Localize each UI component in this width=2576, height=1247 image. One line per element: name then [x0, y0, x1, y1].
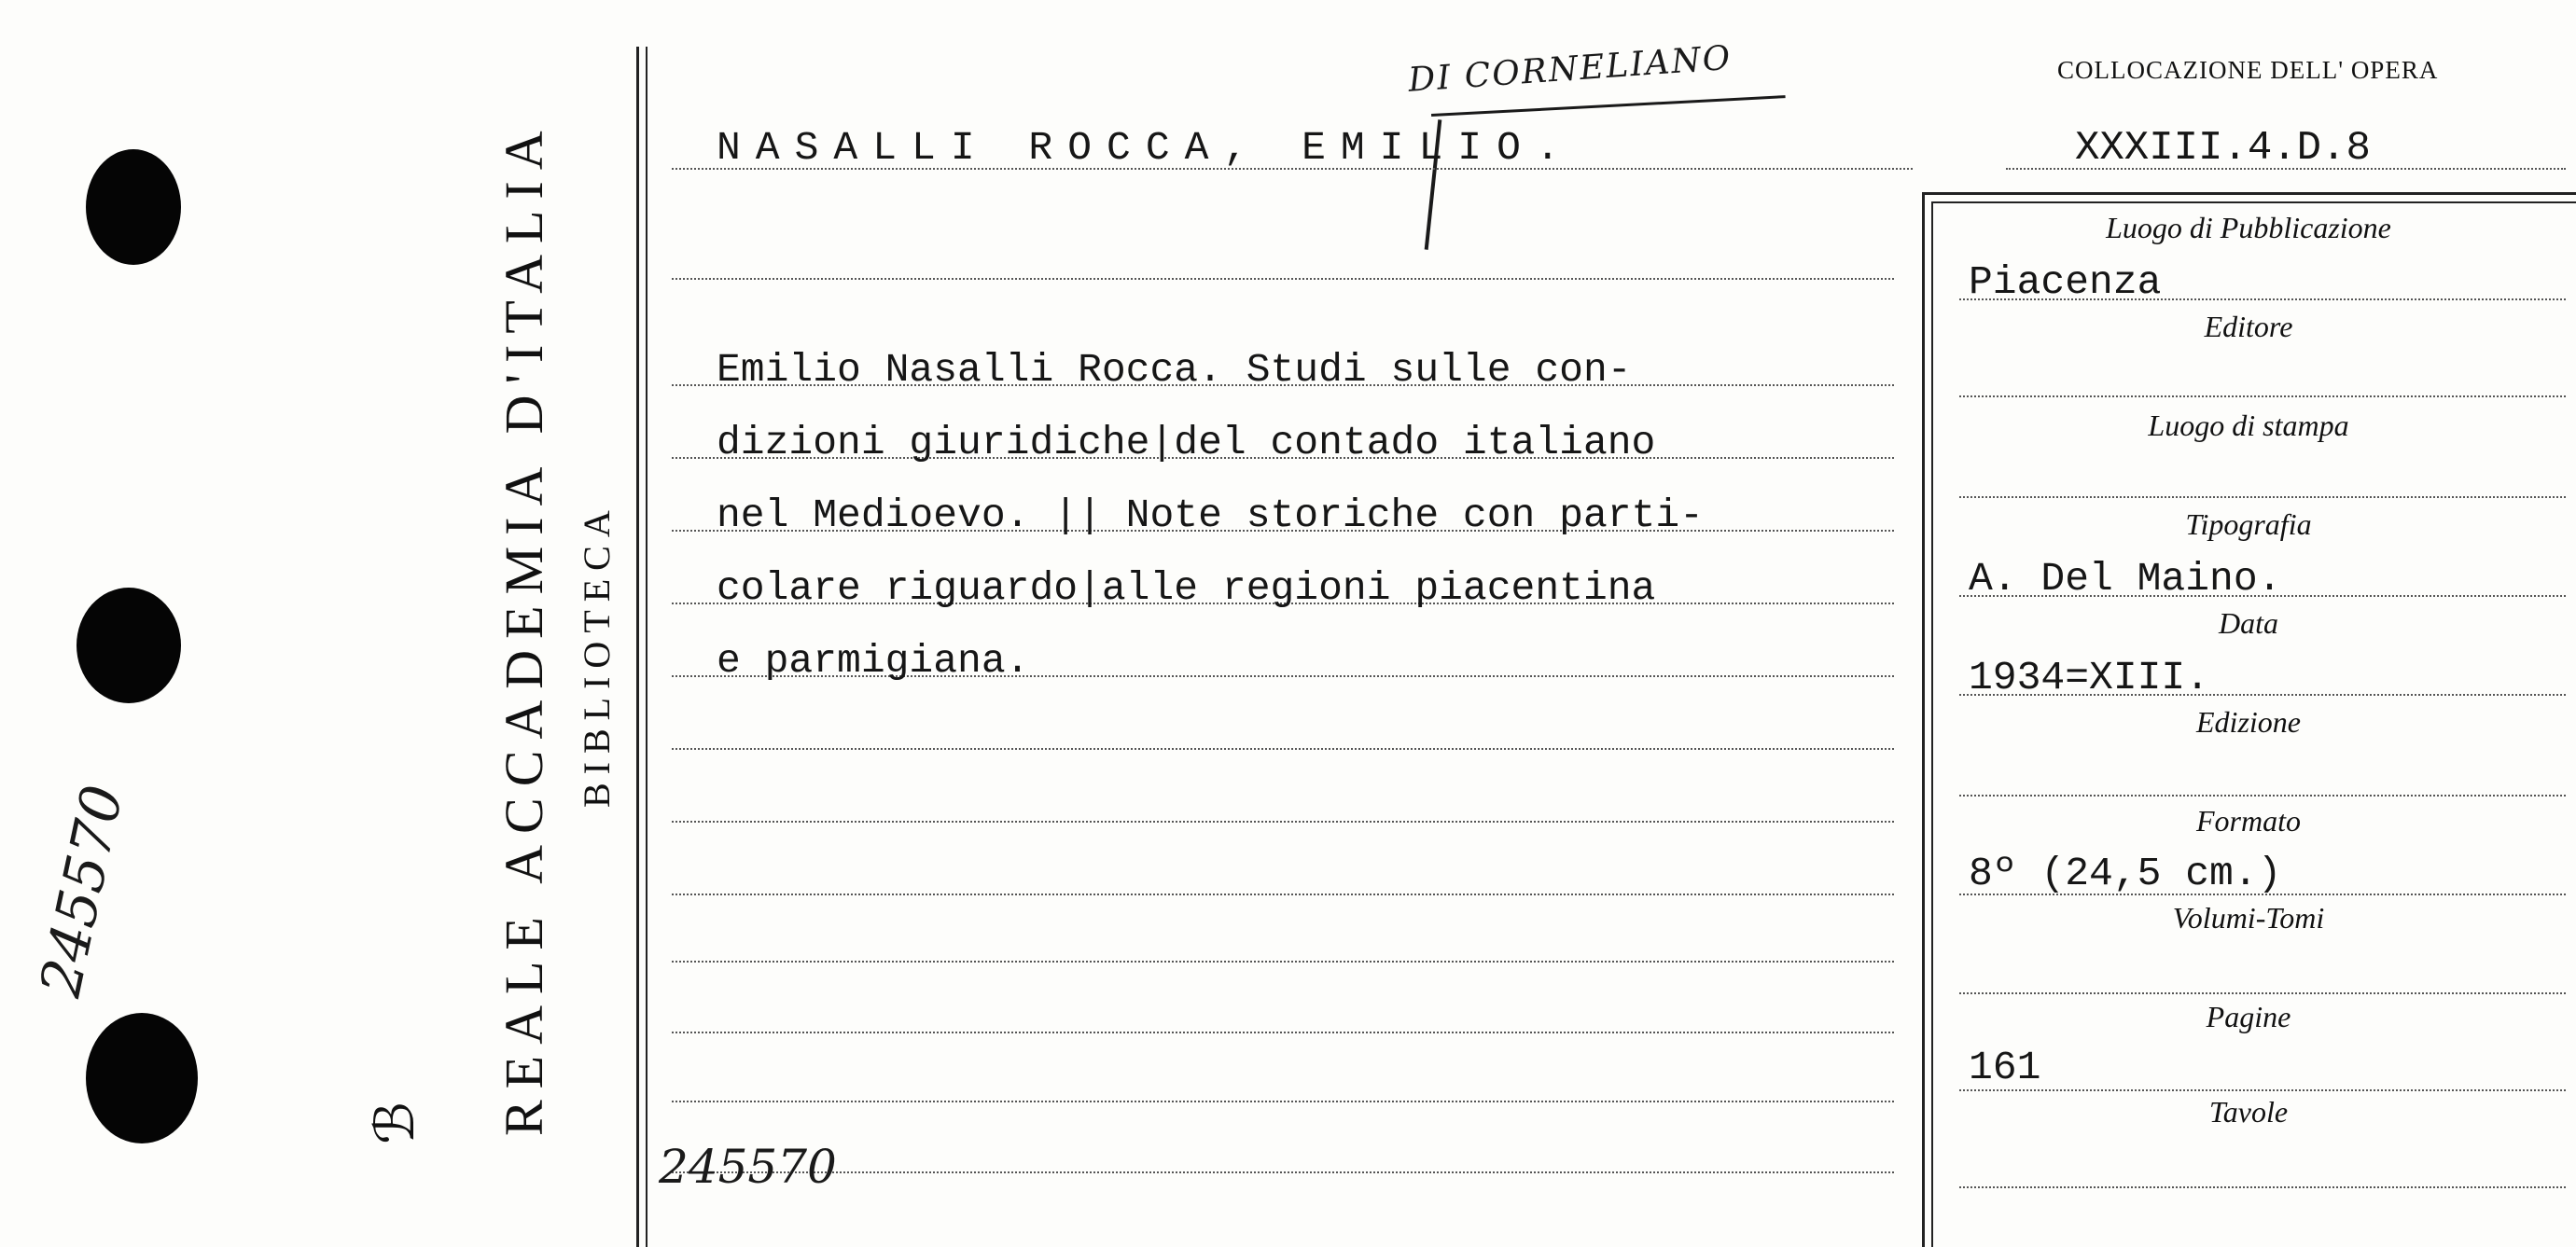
tipografia-value: A. Del Maino.: [1969, 556, 2282, 602]
volumi-tomi-label: Volumi-Tomi: [2172, 901, 2325, 935]
handwritten-correction: DI CORNELIANO: [1407, 38, 1734, 100]
collocation-value: XXXIII.4.D.8: [2075, 125, 2371, 172]
tavole-label: Tavole: [2208, 1095, 2289, 1129]
correction-arc: [1431, 95, 1786, 117]
formato-label: Formato: [2196, 804, 2301, 838]
field-dotted-line: [1959, 795, 2566, 797]
field-dotted-line: [1959, 1186, 2566, 1188]
luogo-pubblicazione-value: Piacenza: [1969, 259, 2162, 305]
field-dotted-line: [1959, 1089, 2566, 1091]
rule-line: [672, 1032, 1894, 1033]
editore-label: Editore: [2204, 310, 2293, 343]
field-dotted-line: [1959, 595, 2566, 597]
field-dotted-line: [1959, 694, 2566, 696]
rule-line: [672, 1101, 1894, 1102]
description-line: e parmigiana.: [717, 638, 1030, 684]
rule-line: [672, 748, 1894, 750]
author-heading: NASALLI ROCCA, EMILIO.: [717, 125, 1575, 171]
field-dotted-line: [1959, 496, 2566, 498]
edizione-label: Edizione: [2196, 705, 2301, 739]
pagine-value: 161: [1969, 1045, 2041, 1090]
description-line: dizioni giuridiche|del contado italiano: [717, 420, 1656, 465]
collocation-label: COLLOCAZIONE DELL' OPERA: [2057, 56, 2439, 84]
rule-line: [672, 894, 1894, 895]
left-margin-rule: [636, 47, 639, 1247]
field-dotted-line: [1959, 992, 2566, 994]
library-name: BIBLIOTECA: [576, 502, 618, 808]
field-dotted-line: [1959, 894, 2566, 895]
luogo-pubblicazione-label: Luogo di Pubblicazione: [2106, 211, 2391, 244]
formato-value: 8º (24,5 cm.): [1969, 851, 2282, 896]
field-dotted-line: [1959, 395, 2566, 397]
data-label: Data: [2219, 606, 2278, 640]
description-line: Emilio Nasalli Rocca. Studi sulle con-: [717, 347, 1632, 393]
rule-line: [672, 278, 1894, 280]
rule-line: [672, 1171, 1894, 1173]
description-line: nel Medioevo. || Note storiche con parti-: [717, 492, 1704, 538]
punch-hole-top: [86, 149, 181, 265]
handwritten-side-number: 245570: [28, 779, 137, 1003]
left-margin-rule-inner: [646, 47, 647, 1247]
rule-line: [672, 961, 1894, 963]
description-line: colare riguardo|alle regioni piacentina: [717, 565, 1656, 611]
data-value: 1934=XIII.: [1969, 655, 2210, 700]
institution-name: REALE ACCADEMIA D'ITALIA: [494, 119, 554, 1136]
collocation-dotted-line: [2006, 168, 2566, 170]
rule-line: [672, 821, 1894, 823]
field-dotted-line: [1959, 298, 2566, 300]
stamp-glyph: ℬ: [362, 1102, 426, 1144]
author-dotted-line: [672, 168, 1913, 170]
handwritten-bottom-number: 245570: [659, 1140, 837, 1194]
punch-hole-middle: [77, 588, 181, 703]
pagine-label: Pagine: [2206, 1000, 2291, 1033]
tipografia-label: Tipografia: [2185, 507, 2312, 541]
luogo-stampa-label: Luogo di stampa: [2148, 409, 2349, 442]
punch-hole-bottom: [86, 1013, 198, 1143]
